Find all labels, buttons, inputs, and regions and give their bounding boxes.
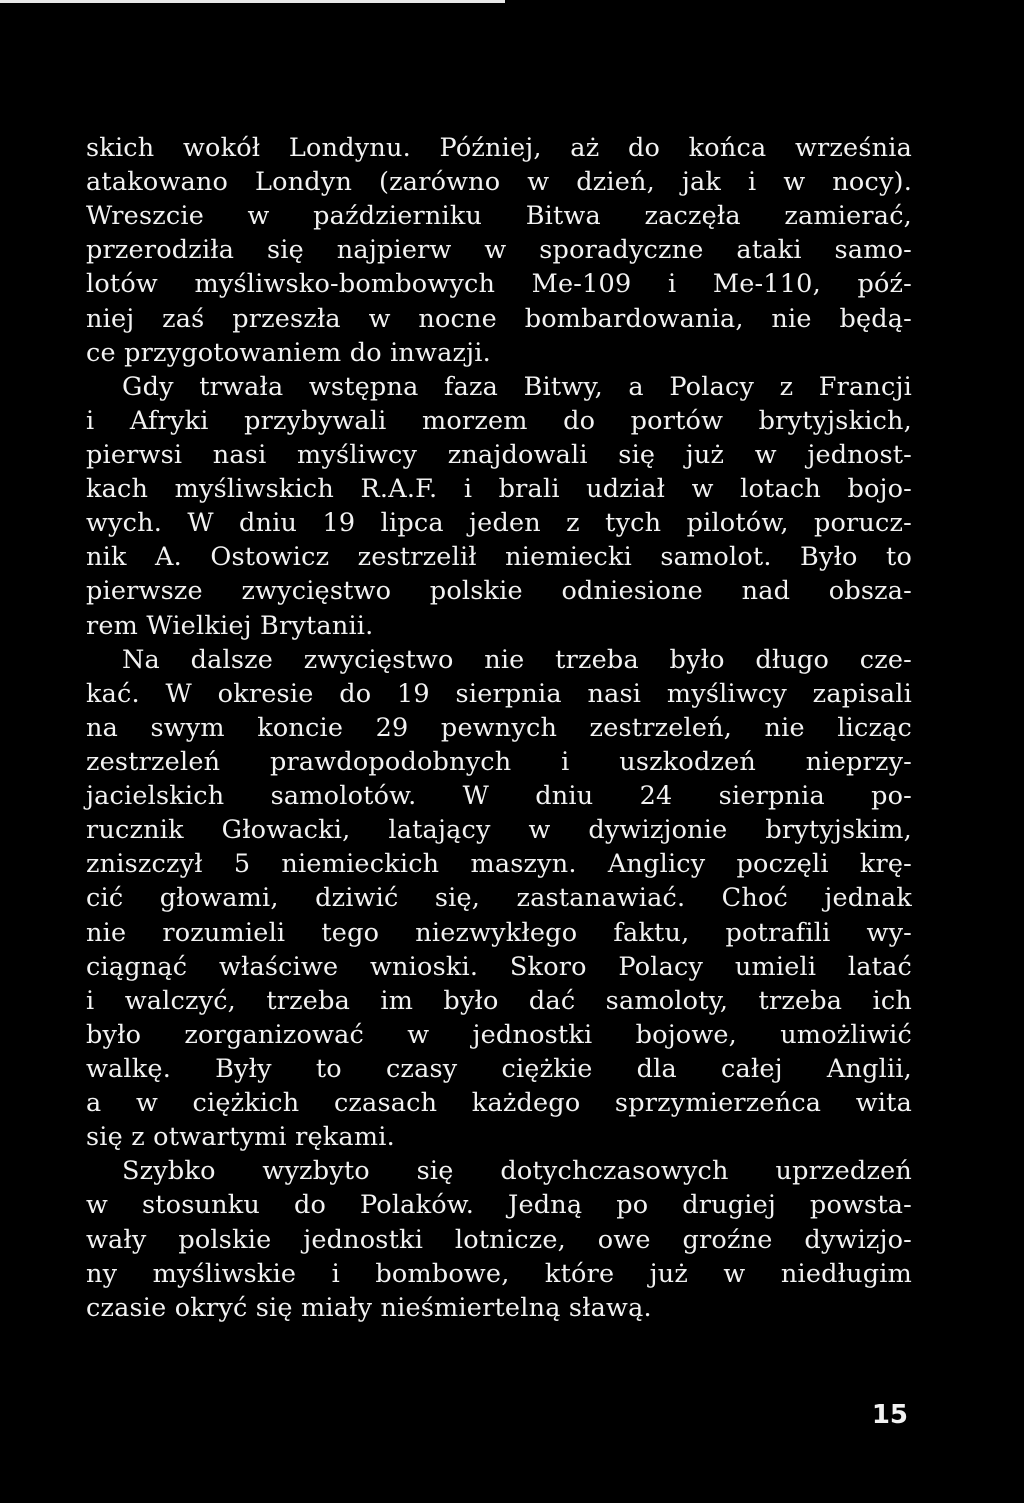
text-line: pierwsze zwycięstwo polskie odniesione nad obsza- xyxy=(86,576,912,607)
text-line: skich wokół Londynu. Później, aż do końca września xyxy=(86,133,912,163)
text-line: atakowano Londyn (zarówno w dzień, jak i w nocy). xyxy=(86,167,912,198)
text-line: wych. W dniu 19 lipca jeden z tych pilotów, porucz- xyxy=(86,508,912,539)
text-line: cić głowami, dziwić się, zastanawiać. Choć jednak xyxy=(86,883,912,914)
text-line: się z otwartymi rękami. xyxy=(86,1122,395,1153)
text-line: zestrzeleń prawdopodobnych i uszkodzeń nieprzy- xyxy=(86,746,912,777)
text-line: a w ciężkich czasach każdego sprzymierzeńca wita xyxy=(86,1088,912,1119)
text-line: pierwsi nasi myśliwcy znajdowali się już w jednost- xyxy=(86,439,912,470)
text-line: i Afryki przybywali morzem do portów brytyjskich, xyxy=(86,405,912,436)
text-line: lotów myśliwsko-bombowych Me-109 i Me-110, póź- xyxy=(86,269,912,300)
text-line: ny myśliwskie i bombowe, które już w niedługim xyxy=(86,1258,912,1289)
text-line: wały polskie jednostki lotnicze, owe groźne dywizjo- xyxy=(86,1224,912,1255)
text-line: jacielskich samolotów. W dniu 24 sierpnia po- xyxy=(86,781,912,812)
text-line: w stosunku do Polaków. Jedną po drugiej powsta- xyxy=(86,1190,912,1221)
text-line: było zorganizować w jednostki bojowe, umożliwić xyxy=(86,1019,912,1050)
text-line: Wreszcie w październiku Bitwa zaczęła zamierać, xyxy=(86,201,912,232)
text-line: czasie okryć się miały nieśmiertelną sławą. xyxy=(86,1292,652,1323)
text-line: na swym koncie 29 pewnych zestrzeleń, nie licząc xyxy=(86,712,912,743)
top-rule xyxy=(0,0,505,3)
text-line: ce przygotowaniem do inwazji. xyxy=(86,337,491,368)
text-line: niej zaś przeszła w nocne bombardowania, nie będą- xyxy=(86,303,912,334)
text-line: kach myśliwskich R.A.F. i brali udział w lotach bojo- xyxy=(86,474,912,505)
text-line: ciągnąć właściwe wnioski. Skoro Polacy umieli latać xyxy=(86,951,912,982)
text-line: walkę. Były to czasy ciężkie dla całej Anglii, xyxy=(86,1053,912,1084)
text-line: Szybko wyzbyto się dotychczasowych uprzedzeń xyxy=(122,1156,912,1187)
text-line: nie rozumieli tego niezwykłego faktu, potrafili wy- xyxy=(86,917,912,948)
text-line: Na dalsze zwycięstwo nie trzeba było długo cze- xyxy=(122,644,912,675)
text-line: i walczyć, trzeba im było dać samoloty, trzeba ich xyxy=(86,985,912,1016)
text-line: nik A. Ostowicz zestrzelił niemiecki samolot. Było to xyxy=(86,542,912,573)
text-line: kać. W okresie do 19 sierpnia nasi myśliwcy zapisali xyxy=(86,678,912,709)
text-line: zniszczył 5 niemieckich maszyn. Anglicy poczęli krę- xyxy=(86,849,912,880)
text-line: rem Wielkiej Brytanii. xyxy=(86,610,374,641)
text-line: Gdy trwała wstępna faza Bitwy, a Polacy z Francji xyxy=(122,371,912,402)
text-line: przerodziła się najpierw w sporadyczne ataki samo- xyxy=(86,235,912,266)
body-text xyxy=(86,131,912,1325)
text-line: rucznik Głowacki, latający w dywizjonie brytyjskim, xyxy=(86,815,912,846)
page-number: 15 xyxy=(871,1400,908,1430)
